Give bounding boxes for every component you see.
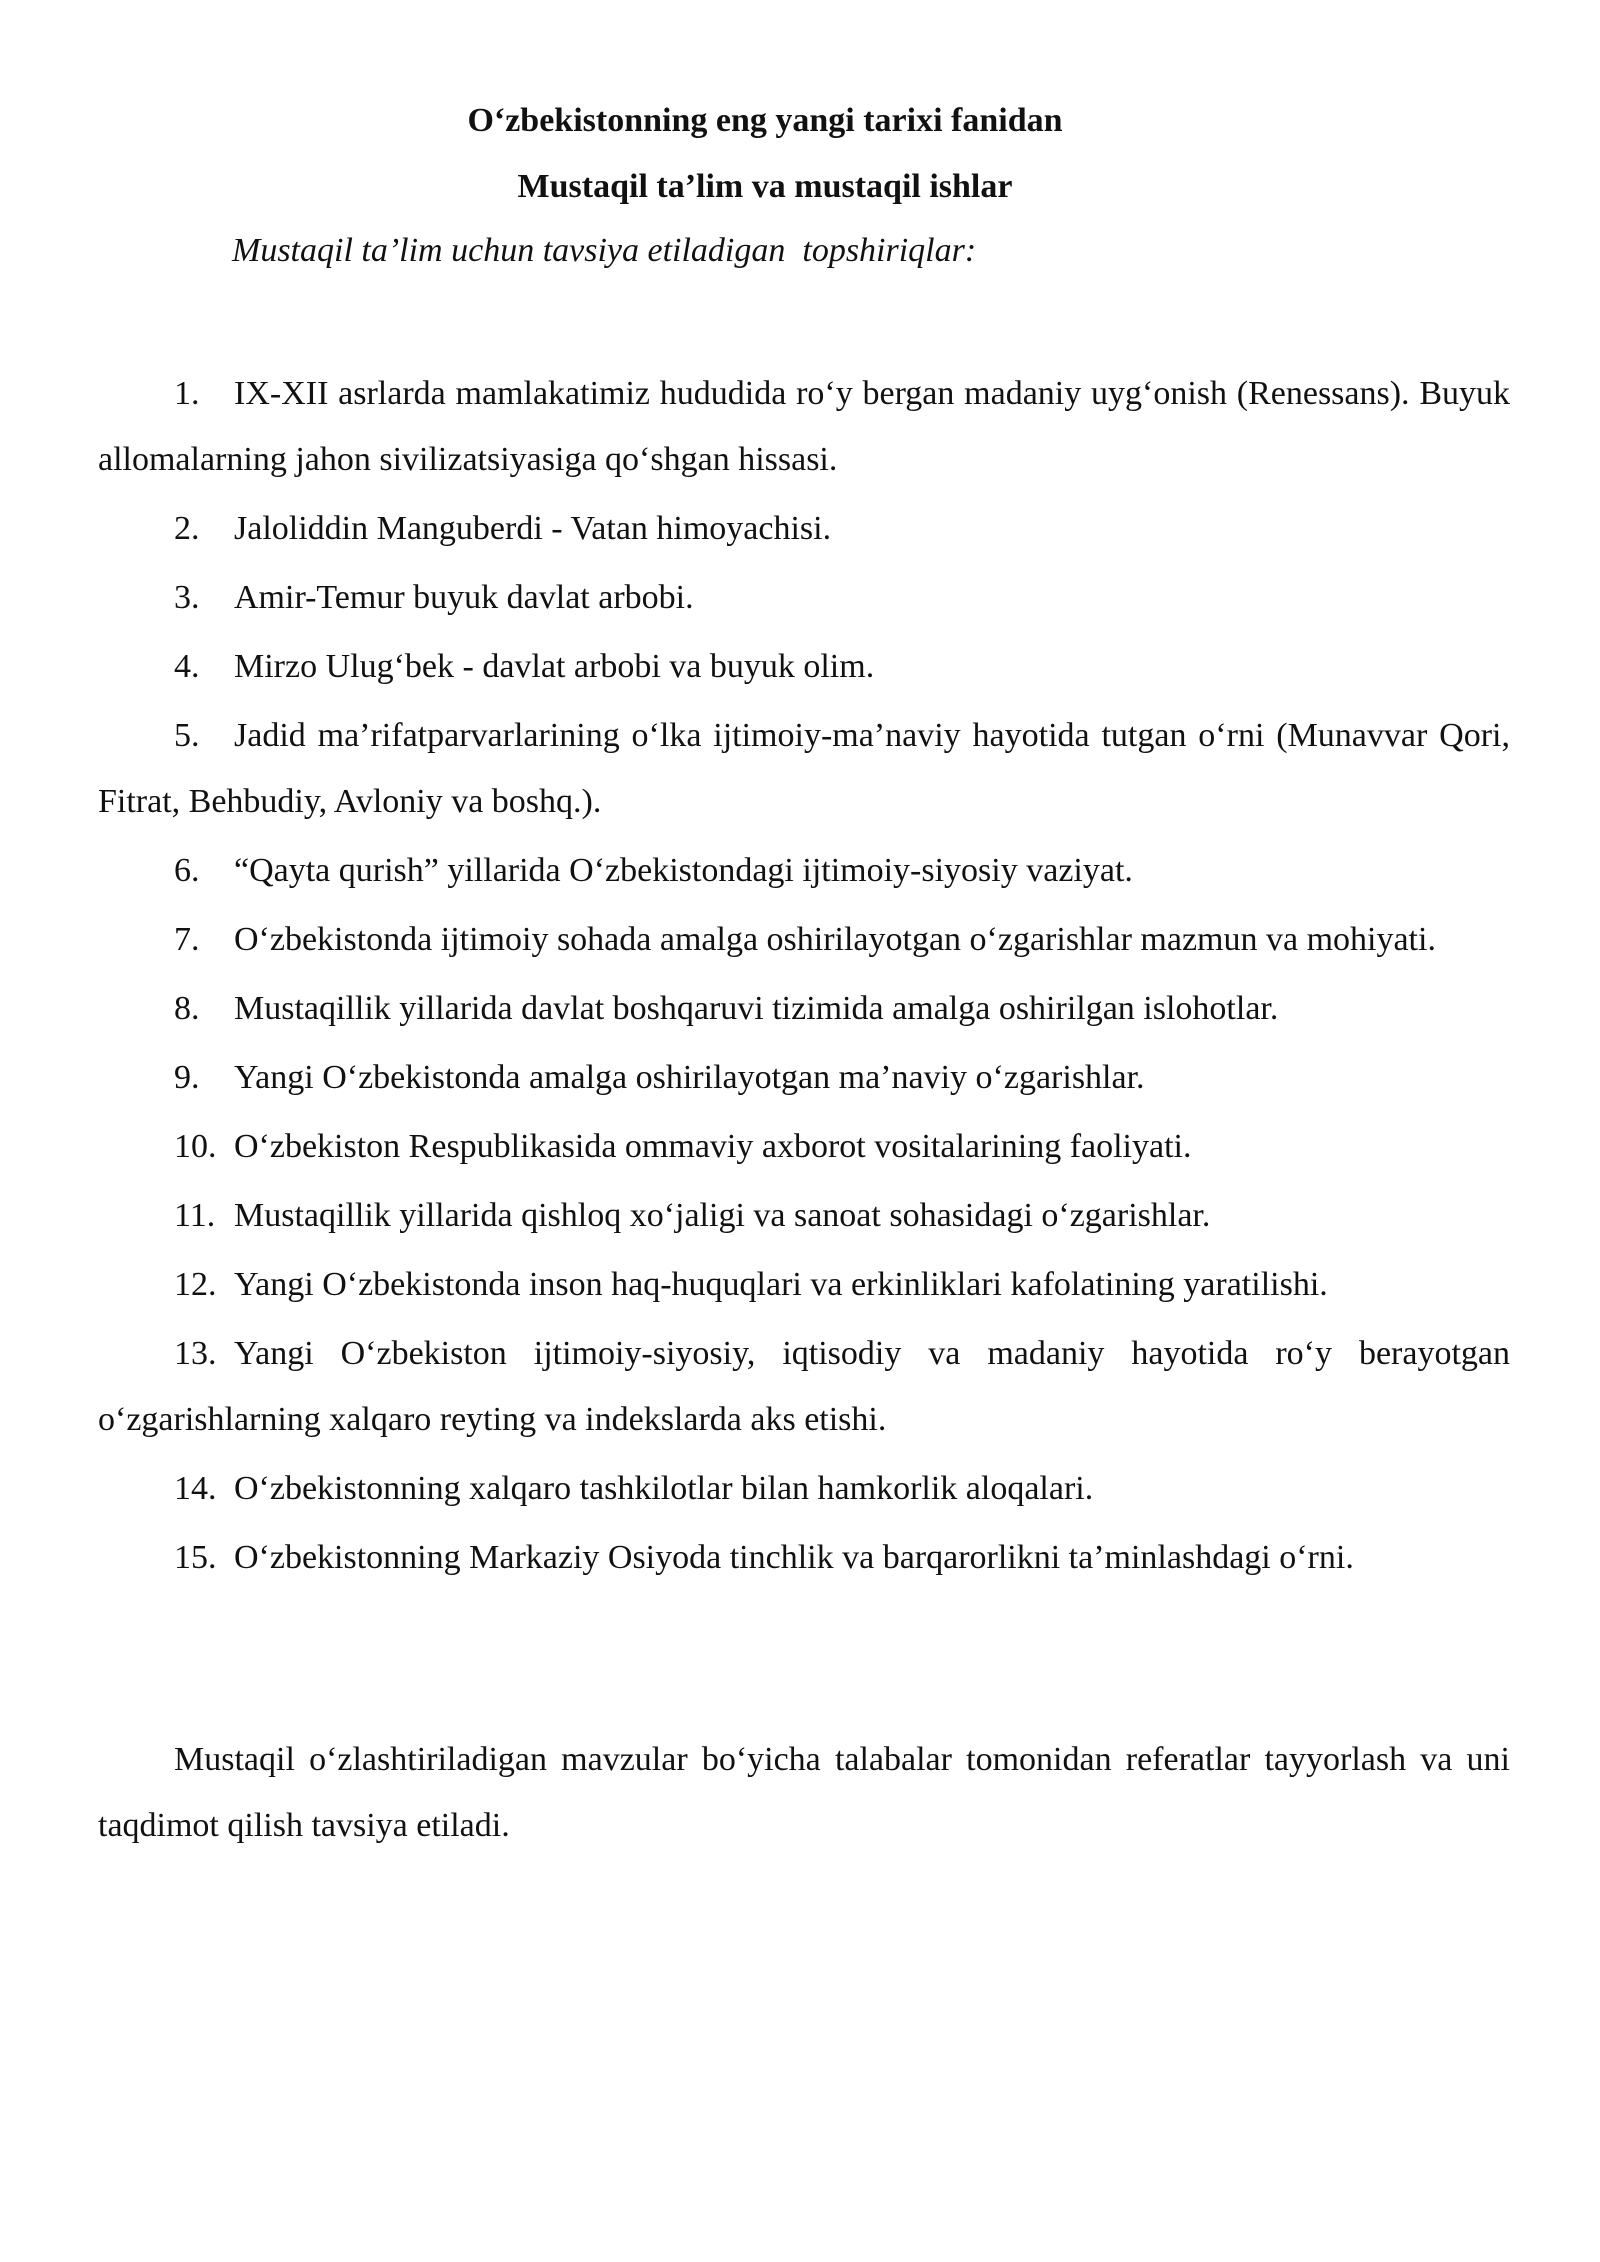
item-number: 6.: [174, 852, 200, 889]
item-number: 1.: [174, 375, 200, 412]
list-item: [98, 907, 1510, 973]
document-subtitle-heading: Mustaqil ta’lim va mustaqil ishlar: [517, 168, 1013, 205]
closing-paragraph: Mustaqil o‘zlashtiriladigan mavzular bo‘yicha talabalar tomonidan referatlar tayyorlash va uni taqdimot qilish tavsiya etiladi.: [98, 1741, 1510, 1844]
list-item: [98, 703, 1510, 835]
item-number: 9.: [174, 1059, 200, 1096]
list-item: [98, 1045, 1510, 1111]
list-item: [98, 838, 1510, 904]
item-number: 4.: [174, 648, 200, 685]
list-item: [98, 1114, 1510, 1180]
item-text: Amir-Temur buyuk davlat arbobi.: [234, 579, 694, 616]
item-text: Mustaqillik yillarida qishloq xo‘jaligi va sanoat sohasidagi o‘zgarishlar.: [234, 1197, 1211, 1234]
item-text: O‘zbekistonning xalqaro tashkilotlar bilan hamkorlik aloqalari.: [234, 1470, 1094, 1507]
list-item: [98, 361, 1510, 493]
item-number: 3.: [174, 579, 200, 616]
list-item: [98, 1456, 1510, 1522]
item-number: 14.: [174, 1470, 217, 1507]
list-item: [98, 565, 1510, 631]
item-text: Yangi O‘zbekistonda amalga oshirilayotgan ma’naviy o‘zgarishlar.: [234, 1059, 1145, 1096]
item-text: Jadid ma’rifatparvarlarining o‘lka ijtimoiy-ma’naviy hayotida tutgan o‘rni (Munavvar Qori, Fitrat, Behbudiy, Avloniy va boshq.).: [98, 717, 1510, 820]
item-number: 12.: [174, 1266, 217, 1303]
item-number: 7.: [174, 921, 200, 958]
tasks-intro: Mustaqil ta’lim uchun tavsiya etiladigan topshiriqlar:: [232, 232, 977, 269]
list-item: [98, 496, 1510, 562]
item-text: Yangi O‘zbekiston ijtimoiy-siyosiy, iqtisodiy va madaniy hayotida ro‘y berayotgan o‘zgarishlarning xalqaro reyting va indekslarda aks etishi.: [98, 1335, 1510, 1438]
list-item: [98, 634, 1510, 700]
item-number: 2.: [174, 510, 200, 547]
item-text: “Qayta qurish” yillarida O‘zbekistondagi ijtimoiy-siyosiy vaziyat.: [234, 852, 1133, 889]
item-text: Jaloliddin Manguberdi - Vatan himoyachisi.: [234, 510, 832, 547]
item-text: O‘zbekiston Respublikasida ommaviy axborot vositalarining faoliyati.: [234, 1128, 1192, 1165]
item-number: 5.: [174, 717, 200, 754]
item-number: 15.: [174, 1539, 217, 1576]
list-item: [98, 1321, 1510, 1453]
task-list: [98, 361, 1510, 1594]
item-number: 13.: [174, 1335, 217, 1372]
list-item: [98, 1183, 1510, 1249]
item-number: 8.: [174, 990, 200, 1027]
document-title: O‘zbekistonning eng yangi tarixi fanidan: [467, 102, 1063, 139]
item-number: 10.: [174, 1128, 217, 1165]
item-text: Yangi O‘zbekistonda inson haq-huquqlari va erkinliklari kafolatining yaratilishi.: [234, 1266, 1328, 1303]
item-text: O‘zbekistonda ijtimoiy sohada amalga oshirilayotgan o‘zgarishlar mazmun va mohiyati.: [234, 921, 1436, 958]
list-item: [98, 1525, 1510, 1591]
item-text: Mirzo Ulug‘bek - davlat arbobi va buyuk olim.: [234, 648, 875, 685]
item-number: 11.: [174, 1197, 216, 1234]
list-item: [98, 976, 1510, 1042]
list-item: [98, 1252, 1510, 1318]
item-text: Mustaqillik yillarida davlat boshqaruvi tizimida amalga oshirilgan islohotlar.: [234, 990, 1279, 1027]
item-text: IX-XII asrlarda mamlakatimiz hududida ro‘y bergan madaniy uyg‘onish (Renessans). Buyuk allomalarning jahon sivilizatsiyasiga qo‘shgan hissasi.: [98, 375, 1510, 478]
item-text: O‘zbekistonning Markaziy Osiyoda tinchlik va barqarorlikni ta’minlashdagi o‘rni.: [234, 1539, 1354, 1576]
